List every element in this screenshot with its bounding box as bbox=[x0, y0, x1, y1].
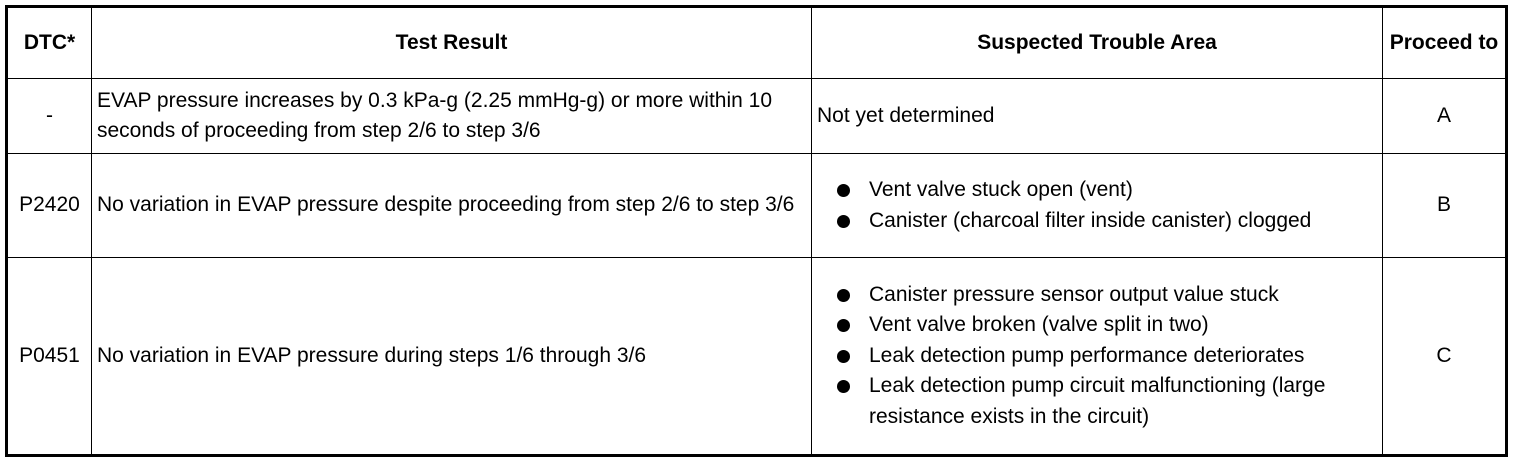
test-result: No variation in EVAP pressure despite proceeding from step 2/6 to step 3/6 bbox=[92, 154, 812, 258]
header-proceed-to: Proceed to bbox=[1383, 7, 1507, 79]
suspected-trouble-area bbox=[812, 258, 1383, 456]
list-item-text: Vent valve stuck open (vent) bbox=[869, 178, 1133, 202]
proceed-to: A bbox=[1383, 79, 1507, 154]
table-header-row bbox=[7, 7, 1507, 79]
bullet-icon bbox=[837, 289, 850, 302]
list-item-text: Vent valve broken (valve split in two) bbox=[869, 313, 1209, 337]
list-item bbox=[837, 206, 1377, 236]
list-item-text: Canister (charcoal filter inside canister) clogged bbox=[869, 208, 1312, 232]
trouble-area-list bbox=[817, 175, 1377, 236]
list-item bbox=[837, 310, 1377, 340]
list-item-text: Leak detection pump performance deteriorates bbox=[869, 343, 1305, 367]
dtc-code: P2420 bbox=[7, 154, 92, 258]
test-result: EVAP pressure increases by 0.3 kPa-g (2.25 mmHg-g) or more within 10 seconds of proceeding from step 2/6 to step 3/6 bbox=[92, 79, 812, 154]
list-item-text: Leak detection pump circuit malfunctioning (large resistance exists in the circuit) bbox=[869, 374, 1326, 428]
list-item bbox=[837, 371, 1377, 432]
proceed-to: B bbox=[1383, 154, 1507, 258]
header-suspected-trouble-area: Suspected Trouble Area bbox=[812, 7, 1383, 79]
test-result: No variation in EVAP pressure during steps 1/6 through 3/6 bbox=[92, 258, 812, 456]
bullet-icon bbox=[837, 319, 850, 332]
suspected-trouble-area: Not yet determined bbox=[812, 79, 1383, 154]
bullet-icon bbox=[837, 184, 850, 197]
table-row bbox=[7, 258, 1507, 456]
list-item bbox=[837, 175, 1377, 205]
header-test-result: Test Result bbox=[92, 7, 812, 79]
bullet-icon bbox=[837, 350, 850, 363]
suspected-trouble-area bbox=[812, 154, 1383, 258]
header-dtc: DTC* bbox=[7, 7, 92, 79]
trouble-area-list bbox=[817, 280, 1377, 432]
dtc-code: - bbox=[7, 79, 92, 154]
table-row bbox=[7, 154, 1507, 258]
dtc-code: P0451 bbox=[7, 258, 92, 456]
list-item-text: Canister pressure sensor output value stuck bbox=[869, 282, 1279, 306]
dtc-test-result-table bbox=[5, 5, 1508, 457]
list-item bbox=[837, 341, 1377, 371]
proceed-to: C bbox=[1383, 258, 1507, 456]
list-item bbox=[837, 280, 1377, 310]
bullet-icon bbox=[837, 215, 850, 228]
table-row bbox=[7, 79, 1507, 154]
bullet-icon bbox=[837, 380, 850, 393]
